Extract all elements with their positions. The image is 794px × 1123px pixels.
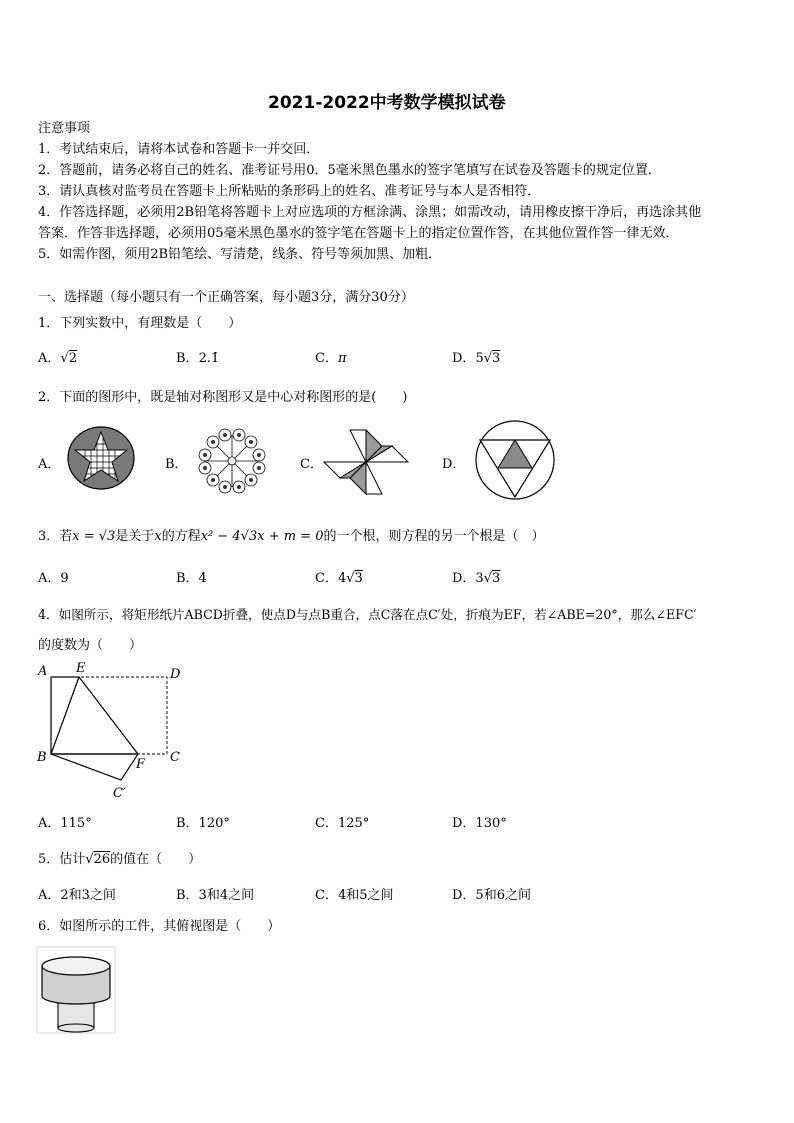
q5-option-b: B．3和4之间 <box>176 888 255 903</box>
workpiece-figure <box>36 946 116 1034</box>
label-d: D <box>170 667 181 682</box>
radicand: 2 <box>68 351 77 366</box>
q4-option-c: C．125° <box>315 816 370 831</box>
stem-text: 的一个根，则方程的另一个根是（ ） <box>323 529 545 544</box>
notice-item: 3．请认真核对监考员在答题卡上所粘贴的条形码上的姓名、准考证号与本人是否相符． <box>38 184 541 199</box>
q4-option-b: B．120° <box>176 816 230 831</box>
q2-option-c-label: C． <box>300 457 323 472</box>
notice-item: 5．如需作图，须用2B铅笔绘、写清楚，线条、符号等须加黑、加粗． <box>38 247 442 262</box>
label-f: F <box>136 757 146 772</box>
stem-text: 的值在（ ） <box>110 852 202 867</box>
q3-option-a: A．9 <box>38 571 69 586</box>
label-c: C <box>170 750 180 765</box>
q1-option-a: A．√2 <box>38 351 77 366</box>
q3-option-b: B．4 <box>176 571 207 586</box>
notice-item: 4．作答选择题，必须用2B铅笔将答题卡上对应选项的方框涂满、涂黑；如需改动，请用橡皮擦干净后，再选涂其他 <box>38 205 702 220</box>
q2-option-d-label: D． <box>442 457 466 472</box>
q5-option-c: C．4和5之间 <box>315 888 394 903</box>
option-label: B． <box>176 351 199 366</box>
section-heading: 一、选择题（每小题只有一个正确答案，每小题3分，满分30分） <box>38 290 414 305</box>
question-3-stem <box>38 525 545 544</box>
stem-text: 3．若 <box>38 529 73 544</box>
question-4-stem: 4．如图所示，将矩形纸片ABCD折叠，使点D与点B重合，点C落在点C′处，折痕为EF，若∠ABE=20°，那么∠EFC′ <box>38 607 697 622</box>
option-label: D． <box>452 351 476 366</box>
q2-option-a-label: A． <box>38 457 61 472</box>
variable: x <box>154 529 162 544</box>
folded-rectangle-figure <box>34 660 194 802</box>
option-coef: 5 <box>475 351 484 366</box>
q2-option-b-label: B． <box>165 457 188 472</box>
notice-item: 答案．作答非选择题，必须用05毫米黑色墨水的签字笔在答题卡上的指定位置作答，在其他位置作答一律无效． <box>38 226 679 241</box>
q3-option-d: D．3√3 <box>452 571 501 586</box>
notice-item: 1．考试结束后，请将本试卷和答题卡一并交回． <box>38 142 320 157</box>
stem-text: 5．估计 <box>38 852 86 867</box>
radicand: 3 <box>492 351 501 366</box>
pinwheel-figure <box>320 422 412 502</box>
option-label: C． <box>315 351 338 366</box>
q4-option-d: D．130° <box>452 816 507 831</box>
question-1-stem: 1．下列实数中，有理数是（ ） <box>38 316 242 331</box>
flower-circles-figure <box>196 428 268 494</box>
option-label: C．4 <box>315 571 347 586</box>
label-b: B <box>37 750 47 765</box>
notice-item: 2．答题前，请务必将自己的姓名、准考证号用0．5毫米黑色墨水的签字笔填写在试卷及答题卡的规定位置． <box>38 163 661 178</box>
label-e: E <box>76 661 86 676</box>
question-2-stem: 2．下面的图形中，既是轴对称图形又是中心对称图形的是( ) <box>38 390 408 405</box>
question-6-stem: 6．如图所示的工件，其俯视图是（ ） <box>38 919 281 934</box>
stem-text: 是关于 <box>115 529 155 544</box>
radicand: 3 <box>492 571 501 586</box>
question-5-stem: 5．估计√26的值在（ ） <box>38 852 202 867</box>
option-label: D．3 <box>452 571 484 586</box>
q5-option-a: A．2和3之间 <box>38 888 116 903</box>
triangle-in-circle-figure <box>472 418 558 502</box>
option-value: π <box>337 351 347 366</box>
radicand: 26 <box>93 852 111 867</box>
star-in-circle-figure <box>64 424 140 492</box>
label-a: A <box>38 664 48 679</box>
q1-option-b <box>176 347 219 366</box>
equation: x² − 4√3x + m = 0 <box>200 529 324 544</box>
question-4-stem-cont: 的度数为（ ） <box>38 638 143 653</box>
q1-option-d: D．5√3 <box>452 351 501 366</box>
label-c-prime: C′ <box>113 786 126 801</box>
q1-option-c <box>315 347 347 366</box>
option-label: A． <box>38 351 61 366</box>
option-value: 2.1̇ <box>198 351 220 366</box>
equation: x = √3 <box>72 529 116 544</box>
page-title: 2021-2022中考数学模拟试卷 <box>268 93 506 113</box>
stem-text: 的方程 <box>161 529 201 544</box>
notice-heading: 注意事项 <box>38 121 91 136</box>
q4-option-a: A．115° <box>38 816 92 831</box>
q5-option-d: D．5和6之间 <box>452 888 531 903</box>
q3-option-c: C．4√3 <box>315 571 363 586</box>
radicand: 3 <box>354 571 363 586</box>
